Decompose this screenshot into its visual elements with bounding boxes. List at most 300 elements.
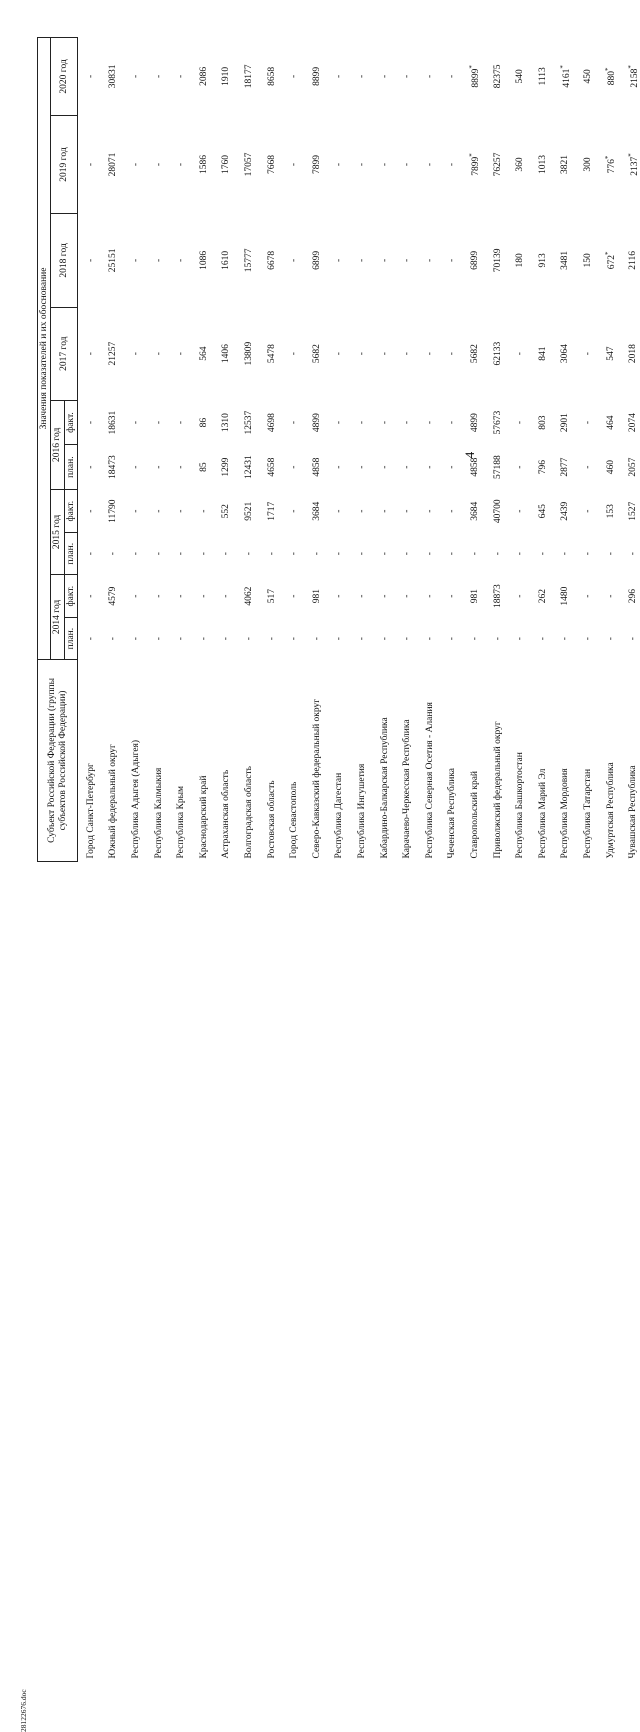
value-cell: - [131, 509, 142, 513]
value-cell: 1086 [198, 250, 209, 270]
value-cell: - [424, 421, 435, 425]
value-cell: 4899 [311, 413, 322, 433]
value-cell: - [85, 162, 96, 167]
value-cell: 9521 [244, 501, 255, 521]
value-cell: 1480 [560, 586, 571, 606]
value-cell: - [537, 552, 548, 556]
value-cell: - [379, 552, 390, 556]
value-cell: - [198, 594, 209, 598]
value-cell: 11790 [108, 499, 119, 523]
value-cell: 1113 [537, 67, 548, 86]
value-cell: - [447, 509, 458, 513]
region-name: Республика Адыгея (Адыгея) [131, 739, 142, 859]
value-cell: - [289, 162, 300, 167]
fact-header-2014: факт. [64, 574, 77, 618]
value-cell: 450 [582, 69, 593, 84]
value-cell: 360 [515, 157, 526, 172]
value-cell: 1586 [198, 155, 209, 175]
value-cell: 5478 [266, 344, 277, 364]
region-name: Ростовская область [266, 780, 277, 859]
value-cell: 7899 [311, 155, 322, 175]
value-cell: - [334, 637, 345, 641]
value-cell: - [424, 594, 435, 598]
values-header: Значения показателей и их обоснование [38, 38, 51, 660]
table-row [351, 38, 374, 862]
value-cell: - [153, 421, 164, 425]
value-cell: - [131, 421, 142, 425]
value-cell: - [153, 552, 164, 556]
value-cell: 7899* [468, 153, 482, 176]
value-cell: - [85, 258, 96, 262]
value-cell: - [334, 465, 345, 469]
value-cell: - [379, 509, 390, 513]
value-cell: - [176, 162, 187, 167]
value-cell: 460 [605, 460, 616, 475]
value-cell: - [356, 594, 367, 598]
year-2015-header: 2015 год [51, 489, 64, 574]
value-cell: 153 [605, 504, 616, 519]
table-row [577, 38, 600, 862]
value-cell: 913 [537, 253, 548, 268]
region-name: Чеченская Республика [447, 767, 458, 859]
value-cell: - [402, 594, 413, 598]
fact-header-2015: факт. [64, 489, 77, 533]
value-cell: - [334, 258, 345, 262]
region-name: Кабардино-Балкарская Республика [379, 717, 390, 859]
table-row [419, 38, 442, 862]
value-cell: - [447, 421, 458, 425]
value-cell: 15777 [244, 248, 255, 273]
value-cell: 28071 [108, 152, 119, 177]
value-cell: 18873 [492, 584, 503, 609]
value-cell: - [605, 637, 616, 641]
value-cell: - [515, 421, 526, 425]
value-cell: 150 [582, 253, 593, 268]
value-cell: - [628, 637, 639, 641]
value-cell: 1910 [221, 66, 232, 86]
table-row [148, 38, 171, 862]
table-row [329, 38, 352, 862]
value-cell: 803 [537, 415, 548, 430]
value-cell: - [85, 74, 96, 78]
indicator-table [37, 37, 640, 862]
value-cell: - [131, 465, 142, 469]
value-cell: - [447, 637, 458, 641]
value-cell: - [176, 74, 187, 78]
plan-header-2014: план. [64, 618, 77, 659]
value-cell: - [356, 637, 367, 641]
value-cell: 3064 [560, 344, 571, 364]
value-cell: - [424, 552, 435, 556]
value-cell: - [334, 74, 345, 78]
value-cell: 8899 [311, 66, 322, 86]
value-cell: - [334, 594, 345, 598]
value-cell: - [447, 74, 458, 78]
value-cell: - [289, 637, 300, 641]
value-cell: - [515, 594, 526, 598]
value-cell: - [85, 465, 96, 469]
value-cell: - [402, 637, 413, 641]
value-cell: - [356, 509, 367, 513]
value-cell: - [176, 637, 187, 641]
value-cell: - [153, 162, 164, 167]
value-cell: - [424, 509, 435, 513]
year-2018-header: 2018 год [51, 214, 78, 307]
value-cell: - [289, 552, 300, 556]
value-cell: 1406 [221, 344, 232, 364]
value-cell: 1310 [221, 413, 232, 433]
value-cell: - [289, 509, 300, 513]
value-cell: - [582, 421, 593, 425]
value-cell: 547 [605, 346, 616, 361]
value-cell: - [605, 552, 616, 556]
fact-header-2016: факт. [64, 400, 77, 445]
value-cell: - [582, 637, 593, 641]
value-cell: 12537 [244, 410, 255, 435]
value-cell: - [515, 509, 526, 513]
value-cell: 4858 [311, 457, 322, 477]
region-name: Республика Крым [176, 785, 187, 859]
value-cell: - [221, 552, 232, 556]
value-cell: 262 [537, 589, 548, 604]
value-cell: - [85, 594, 96, 598]
value-cell: 841 [537, 346, 548, 361]
value-cell: 1013 [537, 155, 548, 175]
table-row [103, 38, 126, 862]
value-cell: 2057 [628, 457, 639, 477]
table-row [600, 38, 623, 862]
value-cell: - [379, 421, 390, 425]
value-cell: 8899* [468, 65, 482, 88]
value-cell: - [356, 74, 367, 78]
value-cell: - [356, 465, 367, 469]
value-cell: 17057 [244, 152, 255, 177]
value-cell: 1299 [221, 457, 232, 477]
value-cell: 300 [582, 157, 593, 172]
value-cell: - [334, 162, 345, 167]
table-row [397, 38, 420, 862]
value-cell: - [515, 465, 526, 469]
value-cell: - [402, 74, 413, 78]
value-cell: 2074 [628, 413, 639, 433]
value-cell: - [153, 594, 164, 598]
value-cell: 552 [221, 504, 232, 519]
value-cell: - [153, 637, 164, 641]
value-cell: 540 [515, 69, 526, 84]
table-row [306, 38, 329, 862]
value-cell: 4658 [266, 457, 277, 477]
value-cell: - [311, 552, 322, 556]
value-cell: - [356, 552, 367, 556]
table-row [623, 38, 640, 862]
value-cell: - [424, 258, 435, 262]
value-cell: 2439 [560, 501, 571, 521]
value-cell: - [537, 637, 548, 641]
value-cell: - [131, 594, 142, 598]
value-cell: - [289, 465, 300, 469]
value-cell: 4579 [108, 586, 119, 606]
value-cell: - [176, 552, 187, 556]
value-cell: - [605, 594, 616, 598]
table-row [216, 38, 239, 862]
value-cell: - [447, 162, 458, 167]
value-cell: 2877 [560, 457, 571, 477]
value-cell: 7668 [266, 155, 277, 175]
value-cell: - [198, 509, 209, 513]
value-cell: 2086 [198, 66, 209, 86]
value-cell: - [289, 352, 300, 356]
table-row [126, 38, 149, 862]
value-cell: - [402, 421, 413, 425]
value-cell: 82375 [492, 64, 503, 89]
value-cell: - [356, 352, 367, 356]
value-cell: 85 [198, 462, 209, 472]
value-cell: 1527 [628, 501, 639, 521]
value-cell: 776* [603, 155, 618, 174]
value-cell: 3821 [560, 155, 571, 175]
region-name: Северо-Кавказский федеральный округ [311, 698, 322, 859]
value-cell: - [582, 465, 593, 469]
value-cell: - [379, 594, 390, 598]
value-cell: - [447, 552, 458, 556]
value-cell: - [379, 352, 390, 356]
region-name: Республика Калмыкия [153, 767, 164, 859]
region-name: Республика Татарстан [582, 768, 593, 859]
year-2014-header: 2014 год [51, 574, 64, 659]
value-cell: 18177 [244, 64, 255, 89]
value-cell: - [85, 552, 96, 556]
table-body [78, 38, 640, 862]
value-cell: - [266, 637, 277, 641]
table-row [171, 38, 194, 862]
value-cell: 3684 [311, 501, 322, 521]
value-cell: - [582, 352, 593, 356]
value-cell: 57188 [492, 455, 503, 480]
year-2019-header: 2019 год [51, 115, 78, 213]
value-cell: - [469, 552, 480, 556]
value-cell: 76257 [492, 152, 503, 177]
value-cell: 981 [311, 589, 322, 604]
value-cell: - [469, 637, 480, 641]
value-cell: 30831 [108, 64, 119, 89]
value-cell: - [582, 552, 593, 556]
value-cell: 8658 [266, 66, 277, 86]
value-cell: 6899 [311, 250, 322, 270]
value-cell: 5682 [469, 344, 480, 364]
value-cell: - [515, 637, 526, 641]
value-cell: - [244, 637, 255, 641]
value-cell: - [176, 258, 187, 262]
value-cell: - [334, 421, 345, 425]
value-cell: 12431 [244, 455, 255, 480]
region-name: Удмуртская Республика [605, 762, 616, 859]
value-cell: - [356, 421, 367, 425]
region-name: Город Санкт-Петербург [85, 763, 96, 859]
footer-filename: 28122676.doc [19, 1689, 28, 1732]
value-cell: 3481 [560, 250, 571, 270]
value-cell: 57673 [492, 410, 503, 435]
value-cell: - [515, 352, 526, 356]
table-row [78, 38, 103, 862]
value-cell: - [198, 552, 209, 556]
value-cell: 1760 [221, 155, 232, 175]
value-cell: - [153, 74, 164, 78]
value-cell: 4899 [469, 413, 480, 433]
rotated-table-container [37, 37, 640, 862]
plan-header-2015: план. [64, 533, 77, 574]
value-cell: - [221, 637, 232, 641]
value-cell: - [334, 352, 345, 356]
value-cell: - [176, 465, 187, 469]
value-cell: - [402, 352, 413, 356]
value-cell: - [560, 552, 571, 556]
table-row [442, 38, 465, 862]
value-cell: - [131, 74, 142, 78]
value-cell: - [289, 594, 300, 598]
value-cell: 18473 [108, 455, 119, 480]
value-cell: - [628, 552, 639, 556]
region-name: Республика Дагестан [334, 772, 345, 859]
region-name: Приволжский федеральный округ [492, 721, 503, 859]
value-cell: - [334, 509, 345, 513]
value-cell: 3684 [469, 501, 480, 521]
value-cell: - [198, 637, 209, 641]
value-cell: - [176, 509, 187, 513]
value-cell: - [424, 74, 435, 78]
region-name: Республика Северная Осетия - Алания [424, 702, 435, 859]
value-cell: - [176, 594, 187, 598]
value-cell: 880* [603, 67, 618, 86]
region-name: Южный федеральный округ [108, 744, 119, 859]
value-cell: - [424, 637, 435, 641]
value-cell: - [131, 258, 142, 262]
value-cell: 4062 [244, 586, 255, 606]
value-cell: 4858 [469, 457, 480, 477]
value-cell: - [379, 465, 390, 469]
value-cell: - [402, 258, 413, 262]
region-name: Город Севастополь [289, 781, 300, 859]
value-cell: 2158* [626, 65, 640, 88]
value-cell: - [560, 637, 571, 641]
value-cell: - [492, 552, 503, 556]
region-name: Краснодарский край [198, 775, 209, 859]
value-cell: - [131, 552, 142, 556]
region-name: Астраханская область [221, 769, 232, 859]
page-number: 4 [462, 451, 477, 459]
value-cell: 517 [266, 589, 277, 604]
value-cell: - [153, 352, 164, 356]
table-row [510, 38, 533, 862]
value-cell: - [85, 352, 96, 356]
value-cell: - [176, 352, 187, 356]
table-row [193, 38, 216, 862]
region-name: Республика Мордовия [560, 768, 571, 859]
value-cell: - [334, 552, 345, 556]
value-cell: - [356, 162, 367, 167]
value-cell: 25151 [108, 248, 119, 273]
table-row [464, 38, 487, 862]
region-name: Республика Марий Эл [537, 768, 548, 859]
value-cell: - [424, 465, 435, 469]
value-cell: - [289, 74, 300, 78]
value-cell: - [379, 637, 390, 641]
value-cell: - [447, 594, 458, 598]
value-cell: 21257 [108, 341, 119, 366]
year-2017-header: 2017 год [51, 307, 78, 400]
value-cell: - [244, 552, 255, 556]
table-row [374, 38, 397, 862]
value-cell: 796 [537, 460, 548, 475]
value-cell: - [108, 637, 119, 641]
value-cell: - [153, 465, 164, 469]
value-cell: 981 [469, 589, 480, 604]
value-cell: - [379, 162, 390, 167]
value-cell: 564 [198, 346, 209, 361]
table-row [284, 38, 307, 862]
value-cell: - [582, 594, 593, 598]
value-cell: - [447, 352, 458, 356]
value-cell: 6678 [266, 250, 277, 270]
value-cell: 2116 [628, 251, 639, 270]
value-cell: 464 [605, 415, 616, 430]
value-cell: - [289, 258, 300, 262]
region-name: Чувашская Республика [628, 765, 639, 859]
value-cell: - [266, 552, 277, 556]
subject-header: Субъект Российской Федерации (группы субъектов Российской Федерации) [38, 659, 78, 861]
value-cell: 1610 [221, 250, 232, 270]
value-cell: - [153, 258, 164, 262]
value-cell: - [447, 258, 458, 262]
value-cell: - [582, 509, 593, 513]
value-cell: - [402, 552, 413, 556]
value-cell: 4161* [558, 65, 572, 88]
value-cell: - [492, 637, 503, 641]
value-cell: - [108, 552, 119, 556]
value-cell: - [447, 465, 458, 469]
year-2016-header: 2016 год [51, 400, 64, 489]
value-cell: 2901 [560, 413, 571, 433]
value-cell: 6899 [469, 250, 480, 270]
value-cell: - [356, 258, 367, 262]
year-2020-header: 2020 год [51, 38, 78, 116]
value-cell: - [424, 162, 435, 167]
table-row [238, 38, 261, 862]
value-cell: 18631 [108, 410, 119, 435]
value-cell: 2137* [626, 153, 640, 176]
value-cell: - [515, 552, 526, 556]
value-cell: 2018 [628, 344, 639, 364]
value-cell: 645 [537, 504, 548, 519]
value-cell: - [379, 74, 390, 78]
table-row [532, 38, 555, 862]
region-name: Волгоградская область [244, 766, 255, 859]
value-cell: - [311, 637, 322, 641]
value-cell: 62133 [492, 341, 503, 366]
region-name: Ставропольский край [469, 770, 480, 859]
value-cell: 672* [603, 251, 618, 270]
value-cell: 4698 [266, 413, 277, 433]
value-cell: 180 [515, 253, 526, 268]
value-cell: 40700 [492, 499, 503, 524]
value-cell: 86 [198, 417, 209, 428]
value-cell: - [85, 509, 96, 513]
value-cell: - [402, 465, 413, 469]
value-cell: - [221, 594, 232, 598]
value-cell: - [153, 509, 164, 513]
table-row [555, 38, 578, 862]
value-cell: 296 [628, 589, 639, 604]
plan-header-2016: план. [64, 445, 77, 490]
